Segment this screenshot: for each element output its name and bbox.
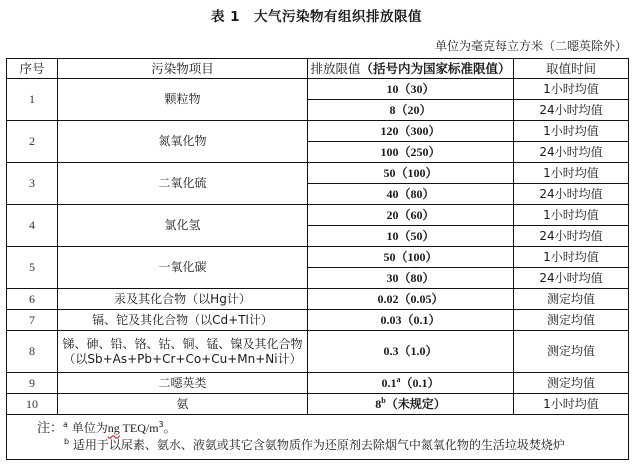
row-time: 24小时均值 bbox=[514, 184, 629, 205]
row-limit-value: 0.02（0.05） bbox=[308, 289, 514, 310]
row-time: 24小时均值 bbox=[514, 142, 629, 163]
row-seq: 8 bbox=[7, 331, 58, 373]
table-row bbox=[7, 205, 629, 226]
note-a-end: 。 bbox=[163, 421, 176, 436]
row-limit-value: 8（20） bbox=[308, 100, 514, 121]
header-limit-prefix: 排放限值 bbox=[310, 60, 361, 76]
row-seq: 9 bbox=[7, 373, 58, 394]
row-time: 1小时均值 bbox=[514, 205, 629, 226]
notes-row bbox=[7, 415, 629, 460]
row-time: 测定均值 bbox=[514, 310, 629, 331]
row-limit-value: 10（50） bbox=[308, 226, 514, 247]
row-limit-value: 50（100） bbox=[308, 163, 514, 184]
unit-note: 单位为毫克每立方米（二噁英除外） bbox=[434, 39, 627, 53]
row-seq: 3 bbox=[7, 163, 58, 205]
header-seq: 序号 bbox=[7, 59, 58, 79]
row-seq: 10 bbox=[7, 394, 58, 415]
note-a-unit-underlined: ng bbox=[107, 421, 120, 436]
note-a-unit: TEQ/m bbox=[119, 421, 159, 436]
row-limit-value: 50（100） bbox=[308, 247, 514, 268]
table-row bbox=[7, 310, 629, 331]
emission-limits-table bbox=[6, 58, 629, 460]
limit-national: （未规定） bbox=[385, 396, 446, 411]
table-row bbox=[7, 163, 629, 184]
footnote-mark-b: b bbox=[381, 395, 386, 405]
row-pollutant-line2: （以Sb+As+Pb+Cr+Co+Cu+Mn+Ni计） bbox=[63, 351, 302, 366]
row-time: 测定均值 bbox=[514, 331, 629, 373]
row-time: 1小时均值 bbox=[514, 163, 629, 184]
note-a-prefix: 单位为 bbox=[71, 421, 108, 436]
row-time: 1小时均值 bbox=[514, 394, 629, 415]
note-b bbox=[7, 438, 628, 453]
note-a-unit-exponent: 3 bbox=[158, 420, 164, 430]
header-pollutant: 污染物项目 bbox=[58, 59, 308, 79]
row-pollutant: 颗粒物 bbox=[58, 79, 308, 121]
header-time: 取值时间 bbox=[514, 59, 629, 79]
row-pollutant: 氮氧化物 bbox=[58, 121, 308, 163]
note-a-mark: a bbox=[63, 420, 68, 430]
table-row bbox=[7, 247, 629, 268]
row-limit-value: 0.03（0.1） bbox=[308, 310, 514, 331]
table-notes bbox=[7, 415, 629, 460]
row-time: 1小时均值 bbox=[514, 121, 629, 142]
table-row bbox=[7, 79, 629, 100]
table-row bbox=[7, 373, 629, 394]
row-time: 测定均值 bbox=[514, 373, 629, 394]
row-time: 24小时均值 bbox=[514, 100, 629, 121]
row-limit-value: 30（80） bbox=[308, 268, 514, 289]
row-limit-value: 20（60） bbox=[308, 205, 514, 226]
header-row bbox=[7, 59, 629, 79]
row-pollutant: 二噁英类 bbox=[58, 373, 308, 394]
limit-main: 8 bbox=[375, 396, 382, 411]
table-row bbox=[7, 394, 629, 415]
row-pollutant: 一氧化碳 bbox=[58, 247, 308, 289]
row-time: 1小时均值 bbox=[514, 79, 629, 100]
header-limit-bold: （括号内为国家标准限值） bbox=[360, 60, 511, 76]
row-time: 测定均值 bbox=[514, 289, 629, 310]
note-b-text: 适用于以尿素、氨水、液氨或其它含氨物质作为还原剂去除烟气中氮氧化物的生活垃圾焚烧炉 bbox=[72, 437, 565, 452]
table-row bbox=[7, 289, 629, 310]
note-label: 注： bbox=[37, 421, 64, 437]
row-time: 24小时均值 bbox=[514, 268, 629, 289]
row-pollutant-line1: 锑、砷、铅、铬、钴、铜、锰、镍及其化合物 bbox=[62, 336, 303, 351]
row-pollutant: 二氧化硫 bbox=[58, 163, 308, 205]
row-limit-value bbox=[308, 394, 514, 415]
row-limit-value bbox=[308, 373, 514, 394]
table-title bbox=[0, 5, 633, 25]
row-limit-value: 10（30） bbox=[308, 79, 514, 100]
row-time: 1小时均值 bbox=[514, 247, 629, 268]
note-a bbox=[7, 421, 628, 437]
row-pollutant: 镉、铊及其化合物（以Cd+Tl计） bbox=[58, 310, 308, 331]
row-limit-value: 40（80） bbox=[308, 184, 514, 205]
table-row bbox=[7, 331, 629, 373]
limit-national: （0.1） bbox=[400, 375, 440, 390]
row-seq: 7 bbox=[7, 310, 58, 331]
row-seq: 1 bbox=[7, 79, 58, 121]
footnote-mark-a: a bbox=[396, 374, 401, 384]
row-seq: 6 bbox=[7, 289, 58, 310]
limit-main: 0.1 bbox=[381, 375, 397, 390]
row-limit-value: 120（300） bbox=[308, 121, 514, 142]
row-time: 24小时均值 bbox=[514, 226, 629, 247]
row-seq: 4 bbox=[7, 205, 58, 247]
table-title-text: 大气污染物有组织排放限值 bbox=[254, 9, 423, 25]
header-limit bbox=[308, 59, 514, 79]
row-seq: 5 bbox=[7, 247, 58, 289]
row-pollutant: 氯化氢 bbox=[58, 205, 308, 247]
row-pollutant: 氨 bbox=[58, 394, 308, 415]
row-limit-value: 0.3（1.0） bbox=[308, 331, 514, 373]
row-pollutant bbox=[58, 331, 308, 373]
row-seq: 2 bbox=[7, 121, 58, 163]
table-row bbox=[7, 121, 629, 142]
row-pollutant: 汞及其化合物（以Hg计） bbox=[58, 289, 308, 310]
note-b-mark: b bbox=[64, 436, 70, 446]
table-number: 表 1 bbox=[210, 9, 241, 25]
row-limit-value: 100（250） bbox=[308, 142, 514, 163]
